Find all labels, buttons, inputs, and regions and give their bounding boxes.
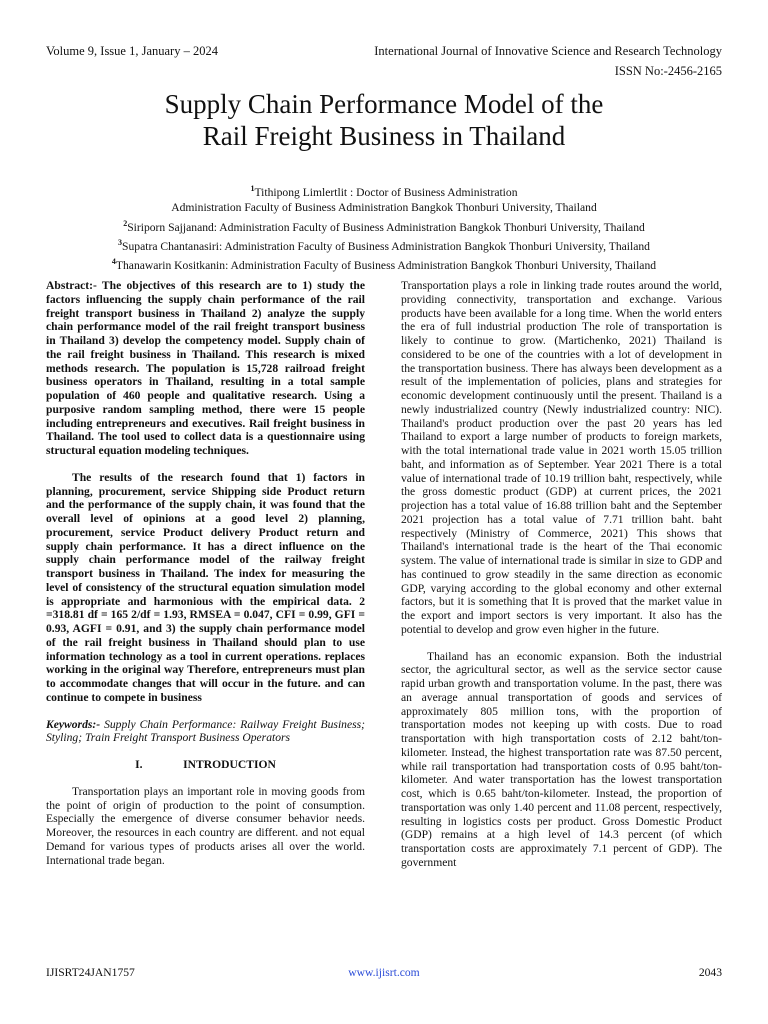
- author-text: Administration Faculty of Business Administration Bangkok Thonburi University, Thailand: [171, 201, 597, 215]
- paper-title: [0, 88, 768, 152]
- keywords-label: Keywords:-: [46, 717, 101, 731]
- section-title: INTRODUCTION: [183, 758, 276, 771]
- left-column: [46, 279, 365, 867]
- journal-website-link[interactable]: www.ijisrt.com: [348, 966, 420, 979]
- author-number: 3: [118, 237, 123, 247]
- intro-paragraph-1: Transportation plays an important role in moving goods from the point of origin of production to the point of consumption. Especially the emergence of diverse consumer behavior needs. Moreover, the resources in each country are different. and not equal Demand for various types of products arises all over the world. International trade began.: [46, 784, 365, 867]
- author-number: 2: [123, 218, 128, 228]
- journal-issn: ISSN No:-2456-2165: [614, 64, 722, 78]
- author-text: Tithipong Limlertlit : Doctor of Business Administration: [254, 185, 518, 199]
- author-line: [0, 200, 768, 215]
- section-heading: [46, 758, 365, 772]
- right-column: [401, 279, 722, 870]
- keywords: [46, 718, 365, 746]
- author-text: Siriporn Sajjanand: Administration Faculty of Business Administration Bangkok Thonburi University, Thailand: [127, 220, 645, 234]
- paper-id: IJISRT24JAN1757: [46, 966, 135, 979]
- author-text: Supatra Chantanasiri: Administration Faculty of Business Administration Bangkok Thonburi University, Thailand: [122, 239, 650, 253]
- author-line: [0, 235, 768, 254]
- abstract-paragraph-1: Abstract:- The objectives of this research are to 1) study the factors influencing the supply chain performance of the rail freight transport business in Thailand 2) analyze the supply chain performance model of the rail freight transport business in Thailand 3) develop the competency model. Supply chain of the rail freight business in Thailand. This research is mixed methods research. The population is 15,728 railroad freight business operators in Thailand, resulting in a total sample population of 460 people and qualitative research. Using a purposive random sampling method, there were 15 people including entrepreneurs and executives. Rail freight business in Thailand. The tool used to collect data is a questionnaire using structural equation modeling techniques.: [46, 279, 365, 457]
- author-text: Thanawarin Kositkanin: Administration Faculty of Business Administration Bangkok Thonburi University, Thailand: [115, 259, 657, 273]
- page-number: 2043: [698, 966, 722, 979]
- journal-name: International Journal of Innovative Science and Research Technology: [374, 44, 722, 58]
- author-line: [0, 216, 768, 235]
- author-number: 4: [111, 257, 116, 267]
- section-number: I.: [135, 758, 143, 771]
- title-line-2: Rail Freight Business in Thailand: [202, 121, 566, 151]
- author-line: [0, 254, 768, 273]
- body-paragraph-1: Transportation plays a role in linking trade routes around the world, providing connectivity, transportation and exchange. Various products have been available for a long time. When the world enters the era of full industrial production The role of transportation is likely to continue to grow. (Martichenko, 2021) Thailand is considered to be one of the countries with a lot of development in the transportation business. There has always been development as a result of the implementation of policies, plans and strategies for economic development continuously until the present. Thailand is a newly industrialized country (Newly industrialized country: NIC). Thailand's product production over the past 20 years has led Thailand to export a large number of products to foreign markets, with the total international trade value in 2021 worth 15.05 trillion baht, and information as of September. Year 2021 There is a total value of international trade of 10.19 trillion baht, respectively, while the gross domestic product (GDP) at current prices, the 2021 projection has a total value of 16.88 trillion baht and the September 2021 projection has a total value of 7.71 trillion baht. baht respectively (Ministry of Commerce, 2021) This shows that Thailand's international trade is the heart of the Thai economic system. The value of international trade is similar in size to GDP and has continued to grow steadily in the same direction as economic GDP, varying according to the global economy and other external factors, but it is something that It is proved that the market value in the export and import sectors is very important. It also has the potential to develop and grow even higher in the future.: [401, 279, 722, 636]
- title-line-1: Supply Chain Performance Model of the: [164, 89, 604, 119]
- journal-volume: Volume 9, Issue 1, January – 2024: [46, 44, 218, 58]
- abstract-paragraph-2: The results of the research found that 1) factors in planning, procurement, service Shipping side Product return and the performance of the supply chain, it was found that the overall level of opinions at a good level 2) planning, procurement, service Product delivery Product return and supply chain performance. It has a direct influence on the supply chain performance model of the railway freight transport business in Thailand. The index for measuring the level of consistency of the structural equation simulation model is appropriate and harmonious with the empirical data. 2 =318.81 df = 165 2/df = 1.93, RMSEA = 0.047, CFI = 0.99, GFI = 0.93, AGFI = 0.91, and 3) the supply chain performance model of the rail freight business in Thailand should plan to use information technology as a tool in current operations. replaces working in the original way Therefore, entrepreneurs must plan to accommodate changes that will occur in the future. and can continue to compete in business: [46, 470, 365, 704]
- author-line: [0, 181, 768, 200]
- body-paragraph-2: Thailand has an economic expansion. Both the industrial sector, the agricultural sector, as well as the service sector cause rapid urban growth and transportation volume. In the past, there was an average annual transportation of goods and services of approximately 805 million tons, with the proportion of transportation modes not keeping up with costs. Due to road transportation with high transportation costs of 2.12 baht/ton-kilometer. Instead, the highest transportation rate was 87.50 percent, while rail transportation had transportation costs of 0.95 baht/ton-kilometer. And water transportation has the lowest transportation cost, which is 0.65 baht/ton-kilometer. Instead, the proportion of transportation was only 1.40 percent and 11.08 percent, respectively, resulting in logistics costs per product. Gross Domestic Product (GDP) remains at a high level of 14.3 percent (of which transportation costs are approximately 7.1 percent of GDP). The government: [401, 649, 722, 869]
- author-number: 1: [250, 184, 255, 193]
- keywords-text: Supply Chain Performance: Railway Freight Business; Styling; Train Freight Transport Business Operators: [46, 717, 365, 745]
- author-list: [0, 181, 768, 273]
